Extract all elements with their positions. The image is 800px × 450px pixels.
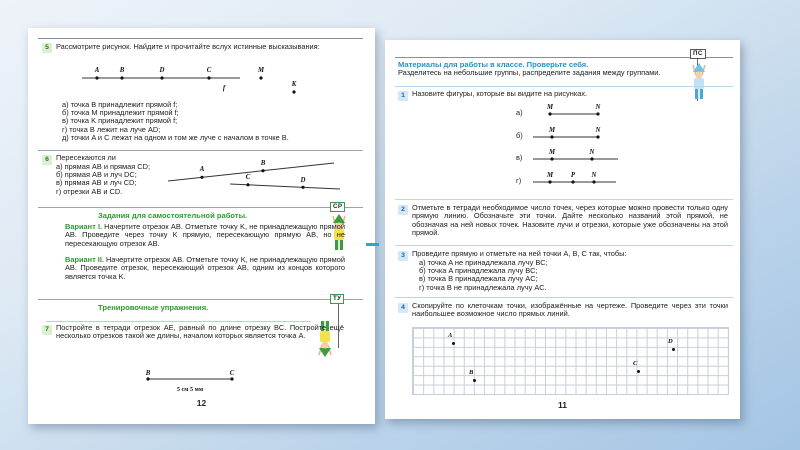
task5-item: а) точка B принадлежит прямой f; (62, 100, 178, 109)
point-A-dot (95, 76, 98, 79)
page-number: 12 (196, 398, 207, 408)
training-rule (46, 321, 311, 322)
header-subtitle: Разделитесь на небольшие группы, распределите задания между группами. (398, 68, 661, 77)
task6-number: 6 (42, 155, 52, 165)
task3-intro: Проведите прямую и отметьте на ней точки A, B, C так, чтобы: (412, 249, 627, 258)
point-N-label: N (591, 172, 597, 179)
task6-intro: Пересекаются ли (56, 153, 116, 162)
point-M-dot (259, 76, 262, 79)
point-P-label: P (570, 172, 576, 179)
class-work-badge: ПС (690, 49, 706, 59)
self-work-heading: Задания для самостоятельной работы. (98, 211, 248, 220)
task4-number: 4 (398, 303, 408, 313)
grid-point-A-label: A (448, 332, 453, 339)
top-rule (38, 38, 363, 39)
task2-number: 2 (398, 205, 408, 215)
blue-dash-marker (366, 243, 379, 246)
point-B-label: B (145, 370, 151, 377)
self-work-badge: СР (330, 202, 345, 212)
task5-figure (74, 62, 314, 100)
point-C-dot (230, 377, 233, 380)
task-divider (395, 245, 733, 246)
figure-v-label: в) (516, 153, 523, 162)
point-N-label: N (595, 104, 601, 111)
point-D-label: D (300, 177, 306, 184)
task2-text: Отметьте в тетради необходимое число точек, через которые можно провести только одну прямую линию. Обозначьте эти точки. Дайте несколько названий этой прямой, не обозначая на ней новых точек. Назовите лучи и отрезки, которые уже обозначены на этой прямой. (412, 203, 728, 237)
figure-v-line (530, 149, 622, 165)
task5-number: 5 (42, 43, 52, 53)
task3-item: г) точка B не принадлежала лучу AC. (419, 282, 547, 292)
task5-item: д) точки A и C лежат на одном и том же луче с началом в точке B. (62, 132, 289, 142)
header-title: Материалы для работы в классе. Проверьте себя. (398, 60, 589, 69)
grid-point-B-dot (473, 379, 476, 382)
task6-figure (164, 156, 348, 210)
point-N-label: N (595, 127, 601, 134)
task6-item: а) прямая AB и прямая CD; (56, 162, 151, 171)
squared-grid (412, 327, 729, 395)
task3-item: а) точка A не принадлежала лучу BC; (419, 258, 548, 267)
task5-item: в) точка K принадлежит прямой f; (62, 116, 178, 126)
task5-item: г) точка B лежит на луче AD; (62, 124, 161, 134)
point-A-dot (200, 176, 203, 179)
task3-items (419, 259, 719, 292)
point-M-label: M (548, 149, 556, 156)
task6-item: г) отрезки AB и CD. (56, 186, 123, 196)
task-divider (395, 86, 733, 87)
point-D-dot (160, 76, 163, 79)
line-f-label: f (222, 85, 226, 92)
training-badge: ТУ (330, 294, 344, 304)
grid-point-B-label: B (469, 369, 474, 376)
variant2-label: Вариант II. (65, 255, 104, 264)
figure-b-ray (530, 127, 622, 143)
task6-item: в) прямая AB и луч CD; (56, 178, 137, 188)
left-book-page (28, 28, 375, 424)
task6-items (56, 163, 176, 196)
point-C-label: C (206, 67, 212, 74)
task5-item: б) точка M принадлежит прямой f; (62, 108, 179, 118)
point-C-label: C (229, 370, 235, 377)
point-B-dot (120, 76, 123, 79)
task-divider (395, 199, 733, 200)
section-divider (38, 150, 363, 151)
variant1-paragraph (65, 223, 345, 248)
point-B-label: B (260, 160, 266, 167)
point-A-label: A (199, 166, 205, 173)
figure-a-label: а) (516, 108, 523, 117)
point-M-label: M (546, 104, 554, 111)
variant2-paragraph (65, 256, 345, 281)
grid-point-C-dot (637, 370, 640, 373)
segment-length-label: 5 см 5 мм (176, 386, 204, 393)
grid-point-A-dot (452, 342, 455, 345)
point-D-dot (301, 186, 304, 189)
task7-number: 7 (42, 325, 52, 335)
figure-g-label: г) (516, 176, 522, 185)
task1-number: 1 (398, 91, 408, 101)
figure-b-label: б) (516, 131, 523, 140)
point-M-label: M (257, 67, 265, 74)
point-B-dot (146, 377, 149, 380)
point-B-dot (261, 169, 264, 172)
point-D-label: D (159, 67, 165, 74)
task-divider (395, 297, 733, 298)
section-divider (38, 207, 363, 208)
task4-text: Скопируйте по клеточкам точки, изображённые на чертеже. Проведите через эти точки наибольшее возможное число прямых линий. (412, 301, 728, 319)
line-AB (168, 163, 334, 181)
task6-item: б) прямая AB и луч DC; (56, 170, 137, 180)
task3-item: б) точка A принадлежала лучу BC; (419, 266, 538, 276)
point-A-label: A (94, 67, 100, 74)
grid-point-D-dot (672, 348, 675, 351)
task5-items (62, 101, 362, 142)
task1-text: Назовите фигуры, которые вы видите на рисунках. (412, 89, 588, 98)
point-B-label: B (119, 67, 125, 74)
right-book-page (385, 40, 740, 419)
task7-figure (140, 370, 240, 398)
point-K-label: K (291, 81, 297, 88)
figure-g-line (530, 172, 622, 188)
variant1-label: Вариант I. (65, 222, 103, 231)
section-divider (38, 299, 363, 300)
point-C-label: C (245, 174, 251, 181)
task5-text: Рассмотрите рисунок. Найдите и прочитайте вслух истинные высказывания: (56, 42, 320, 51)
task3-item: в) точка B принадлежала лучу AC; (419, 274, 538, 284)
point-M-label: M (546, 172, 554, 179)
grid-point-C-label: C (633, 360, 638, 367)
point-K-dot (292, 90, 295, 93)
training-heading: Тренировочные упражнения. (98, 303, 209, 312)
variant1-text: Начертите отрезок AB. Отметьте точку K, не принадлежащую прямой AB. Проведите через точку K прямую, пересекающую прямую AB, но не пересекающую отрезок AB. (65, 222, 346, 248)
figure-a-segment (530, 104, 622, 120)
page-number: 11 (558, 400, 567, 410)
point-C-dot (207, 76, 210, 79)
task3-number: 3 (398, 251, 408, 261)
point-M-label: M (548, 127, 556, 134)
point-C-dot (246, 183, 249, 186)
point-N-label: N (589, 149, 595, 156)
task7-text: Постройте в тетради отрезок AE, равный по длине отрезку BC. Постройте ещё несколько отрезков такой же длины, началом которых является точка A. (56, 323, 344, 341)
top-rule (395, 57, 733, 58)
variant2-text: Начертите отрезок AB. Отметьте точку K, не принадлежащую прямой AB. Проведите отрезок, пересекающий отрезок AB, одним из концов которого является точка K. (65, 255, 346, 281)
grid-point-D-label: D (668, 338, 673, 345)
